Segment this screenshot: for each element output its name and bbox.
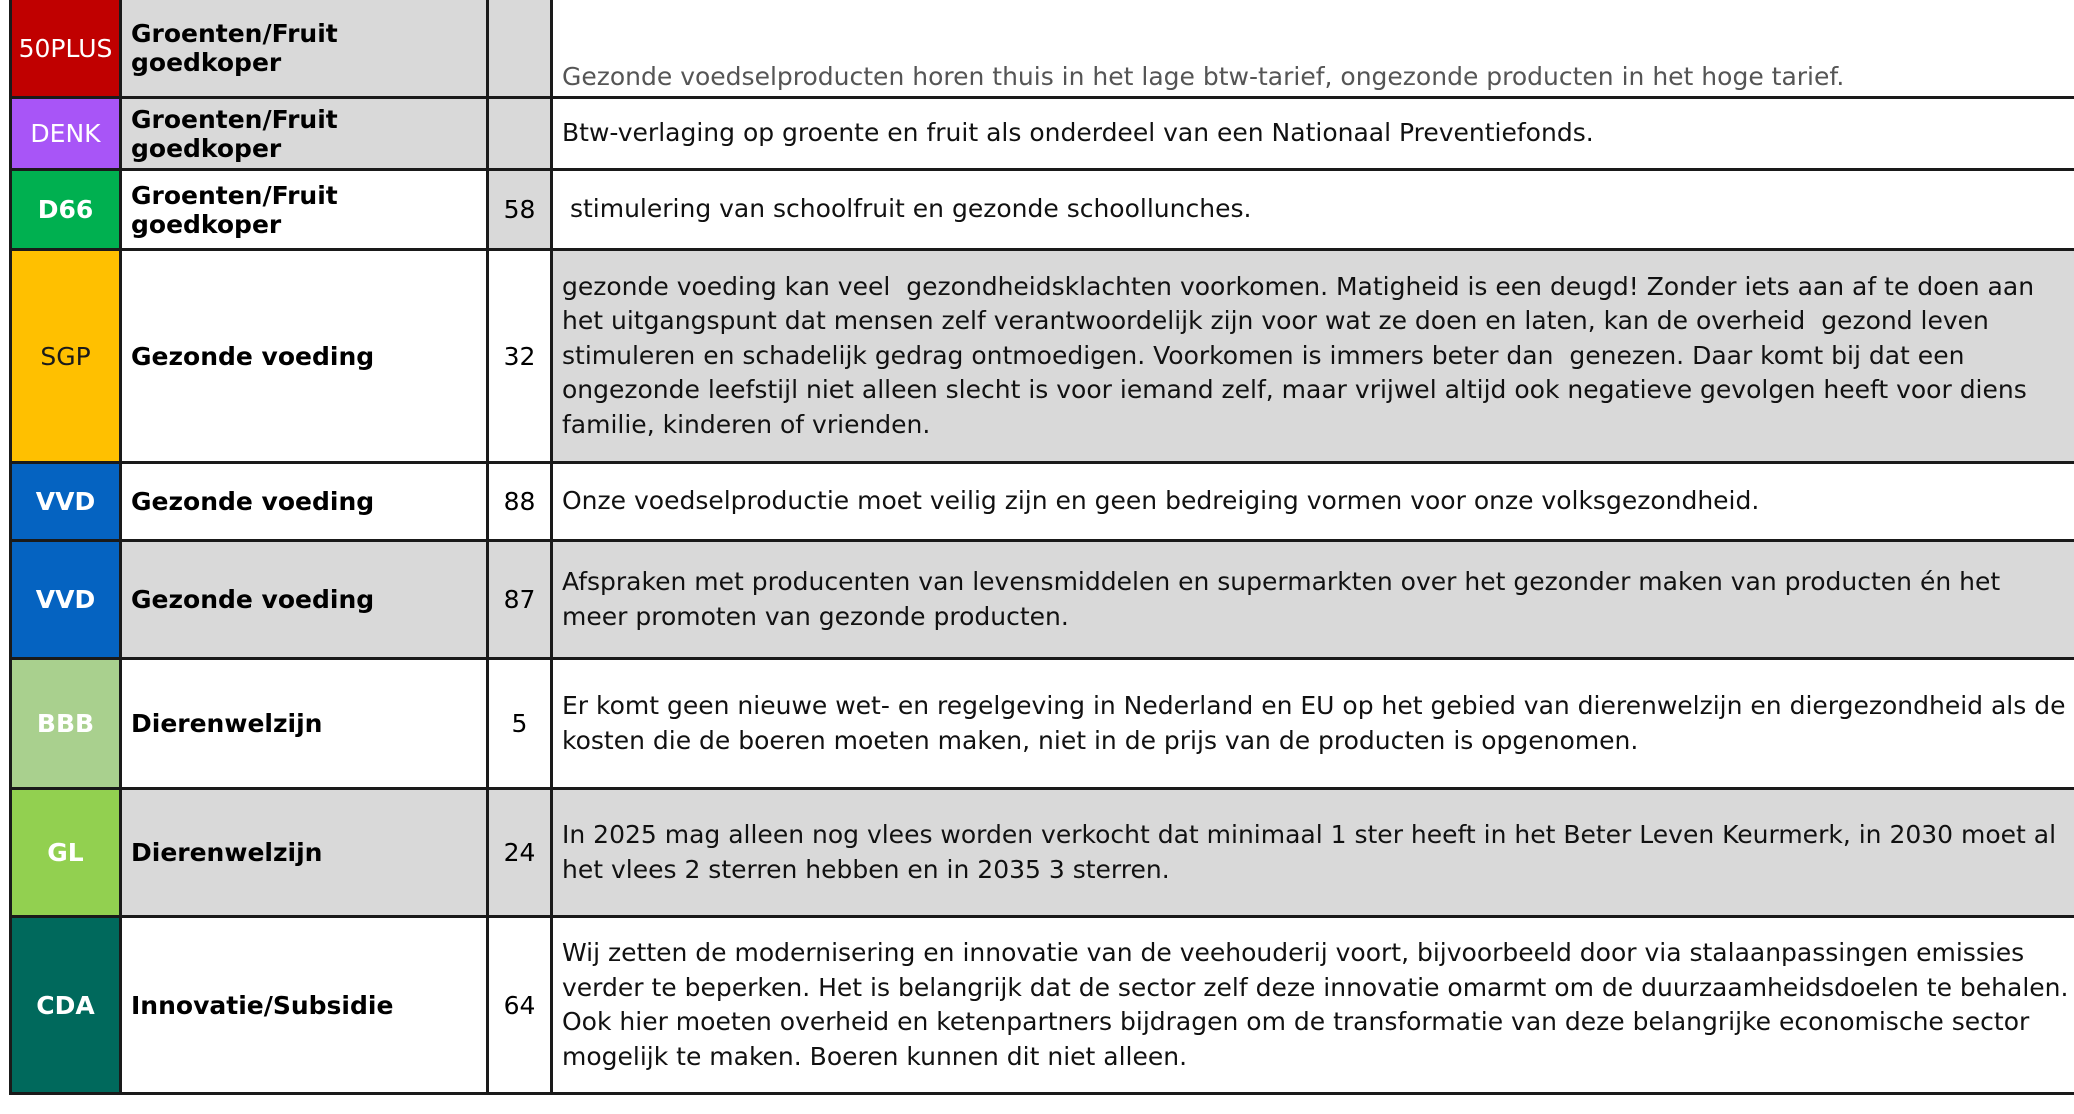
description-cell [553, 790, 2074, 915]
party-cell [9, 464, 122, 539]
description-cell [553, 251, 2074, 461]
topic-label: Dierenwelzijn [131, 709, 323, 738]
party-cell [9, 918, 122, 1092]
topic-label: Groenten/Fruit goedkoper [131, 180, 338, 239]
party-label: GL [47, 838, 84, 867]
number-cell [489, 790, 553, 915]
party-cell [9, 790, 122, 915]
description-text: In 2025 mag alleen nog vlees worden verkocht dat minimaal 1 ster heeft in het Beter Leven Keurmerk, in 2030 moet al het vlees 2 sterren hebben en in 2035 3 sterren. [562, 820, 2057, 884]
topic-cell [122, 790, 489, 915]
number-label: 58 [503, 195, 536, 224]
description-text: Gezonde voedselproducten horen thuis in het lage btw-tarief, ongezonde producten in het hoge tarief. [562, 61, 1845, 91]
number-cell [489, 99, 553, 168]
party-label: 50PLUS [18, 33, 113, 63]
description-cell [553, 660, 2074, 787]
description-text: Onze voedselproductie moet veilig zijn en geen bedreiging vormen voor onze volksgezondheid. [562, 486, 1760, 516]
number-cell [489, 660, 553, 787]
description-cell [553, 464, 2074, 539]
topic-label: Gezonde voeding [131, 341, 375, 371]
description-text: Wij zetten de modernisering en innovatie van de veehouderij voort, bijvoorbeeld door via stalaanpassingen emissies verder te beperken. Het is belangrijk dat de sector zelf deze innovatie omarmt om de duurzaamheidsdoelen te behalen. Ook hier moeten overheid en ketenpartners bijdragen om de transformatie van deze belangrijke economische sector mogelijk te maken. Boeren kunnen dit niet alleen. [562, 938, 2069, 1071]
party-cell [9, 0, 122, 96]
description-text: Er komt geen nieuwe wet- en regelgeving in Nederland en EU op het gebied van dierenwelzijn en diergezondheid als de kosten die de boeren moeten maken, niet in de prijs van de producten is opgenomen. [562, 691, 2066, 755]
topic-label: Gezonde voeding [131, 585, 375, 614]
party-cell [9, 660, 122, 787]
description-cell [553, 918, 2074, 1092]
party-label: CDA [36, 990, 95, 1020]
description-text: Afspraken met producenten van levensmiddelen en supermarkten over het gezonder maken van producten én het meer promoten van gezonde producten. [562, 567, 2001, 631]
topic-label: Gezonde voeding [131, 487, 375, 516]
table-row [9, 660, 2074, 790]
number-label: 88 [503, 487, 536, 516]
number-cell [489, 464, 553, 539]
party-cell [9, 171, 122, 248]
description-text: gezonde voeding kan veel gezondheidsklachten voorkomen. Matigheid is een deugd! Zonder iets aan af te doen aan het uitgangspunt dat mensen zelf verantwoordelijk zijn voor wat ze doen en laten, kan de overheid gezond leven stimuleren en schadelijk gedrag ontmoedigen. Voorkomen is immers beter dan genezen. Daar komt bij dat een ongezonde leefstijl niet alleen slecht is voor iemand zelf, maar vrijwel altijd ook negatieve gevolgen heeft voor diens familie, kinderen of vrienden. [562, 271, 2042, 439]
party-cell [9, 251, 122, 461]
table-row [9, 542, 2074, 660]
party-label: SGP [40, 341, 91, 371]
table-row [9, 0, 2074, 99]
description-cell [553, 542, 2074, 657]
topic-label: Innovatie/Subsidie [131, 990, 394, 1020]
topic-cell [122, 0, 489, 96]
party-cell [9, 99, 122, 168]
topic-cell [122, 99, 489, 168]
table-row [9, 171, 2074, 251]
topic-cell [122, 542, 489, 657]
party-label: VVD [35, 585, 96, 614]
party-label: BBB [36, 709, 95, 738]
table-row [9, 464, 2074, 542]
topic-cell [122, 918, 489, 1092]
number-cell [489, 0, 553, 96]
topic-label: Groenten/Fruit goedkoper [131, 104, 338, 163]
party-label: D66 [37, 195, 94, 224]
number-label: 87 [503, 585, 536, 614]
party-cell [9, 542, 122, 657]
number-label: 32 [503, 341, 536, 371]
topic-label: Groenten/Fruit goedkoper [131, 19, 338, 77]
number-cell [489, 918, 553, 1092]
topic-cell [122, 171, 489, 248]
description-text: Btw-verlaging op groente en fruit als onderdeel van een Nationaal Preventiefonds. [562, 118, 1594, 148]
description-cell [553, 171, 2074, 248]
table-row [9, 99, 2074, 171]
table-row [9, 251, 2074, 464]
party-positions-table [9, 0, 2074, 1095]
party-label: VVD [35, 487, 96, 516]
topic-cell [122, 660, 489, 787]
number-label: 5 [511, 709, 528, 738]
description-text: stimulering van schoolfruit en gezonde schoollunches. [562, 194, 1252, 224]
topic-label: Dierenwelzijn [131, 838, 323, 867]
description-cell [553, 99, 2074, 168]
number-cell [489, 542, 553, 657]
number-label: 64 [503, 990, 536, 1020]
number-label: 24 [503, 838, 536, 867]
table-row [9, 790, 2074, 918]
number-cell [489, 171, 553, 248]
party-label: DENK [30, 119, 101, 148]
description-cell [553, 0, 2074, 96]
table-row [9, 918, 2074, 1095]
topic-cell [122, 464, 489, 539]
number-cell [489, 251, 553, 461]
topic-cell [122, 251, 489, 461]
